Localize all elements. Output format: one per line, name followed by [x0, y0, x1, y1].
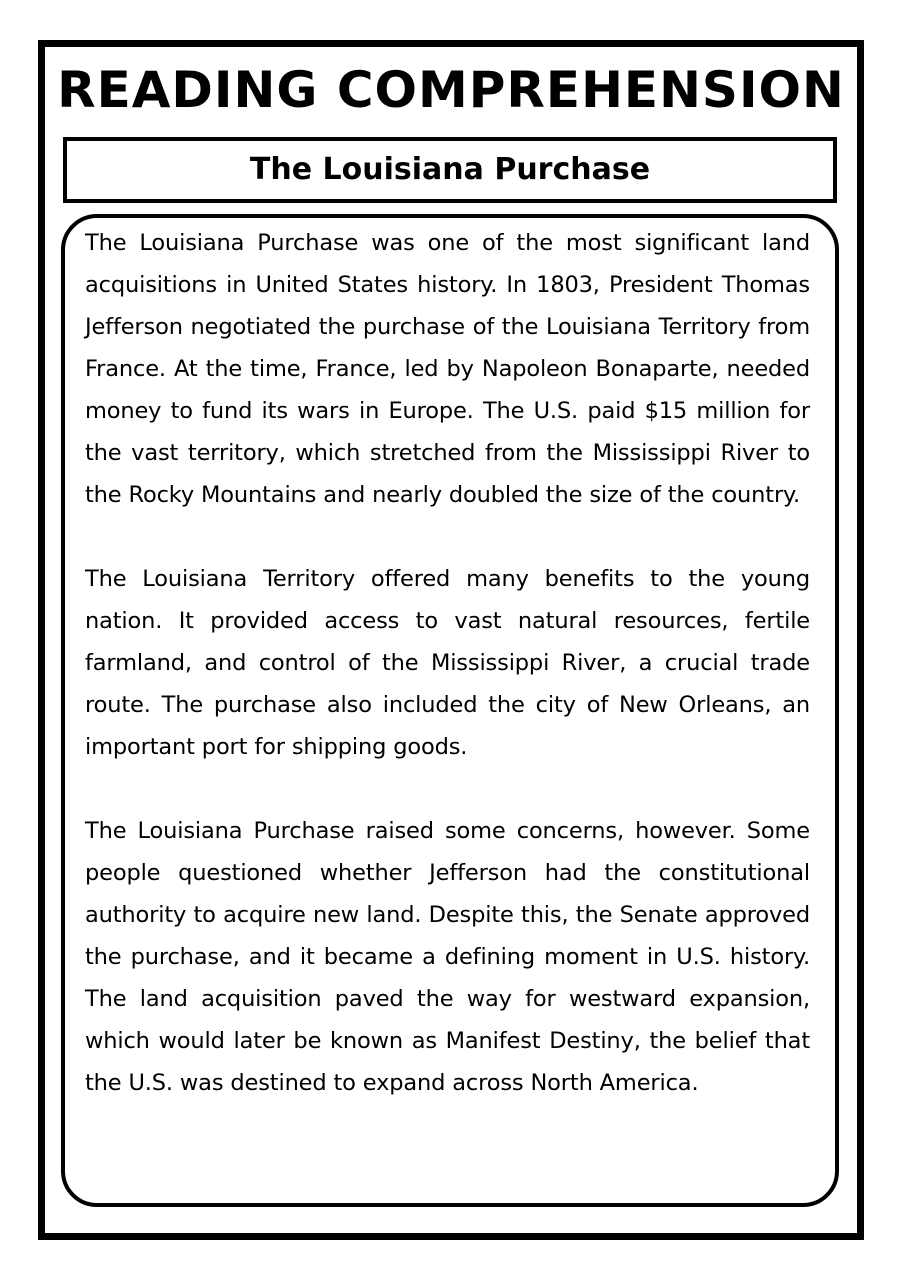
paragraph-3: The Louisiana Purchase raised some concerns, however. Some people questioned whether Jefferson had the constitutional authority to acquire new land. Despite this, the Senate approved the purchase, and it became a defining moment in U.S. history. The land acquisition paved the way for westward expansion, which would later be known as Manifest Destiny, the belief that the U.S. was destined to expand across North America.: [85, 818, 810, 1096]
passage-title: The Louisiana Purchase: [249, 152, 651, 187]
subtitle-box: [63, 137, 837, 203]
paragraph-2: The Louisiana Territory offered many benefits to the young nation. It provided access to vast natural resources, fertile farmland, and control of the Mississippi River, a crucial trade route. The purchase also included the city of New Orleans, an important port for shipping goods.: [85, 566, 810, 760]
reading-passage: [85, 222, 810, 1104]
page-title: READING COMPREHENSION: [57, 61, 845, 119]
paragraph-1: The Louisiana Purchase was one of the most significant land acquisitions in United States history. In 1803, President Thomas Jefferson negotiated the purchase of the Louisiana Territory from France. At the time, France, led by Napoleon Bonaparte, needed money to fund its wars in Europe. The U.S. paid $15 million for the vast territory, which stretched from the Mississippi River to the Rocky Mountains and nearly doubled the size of the country.: [85, 230, 810, 508]
